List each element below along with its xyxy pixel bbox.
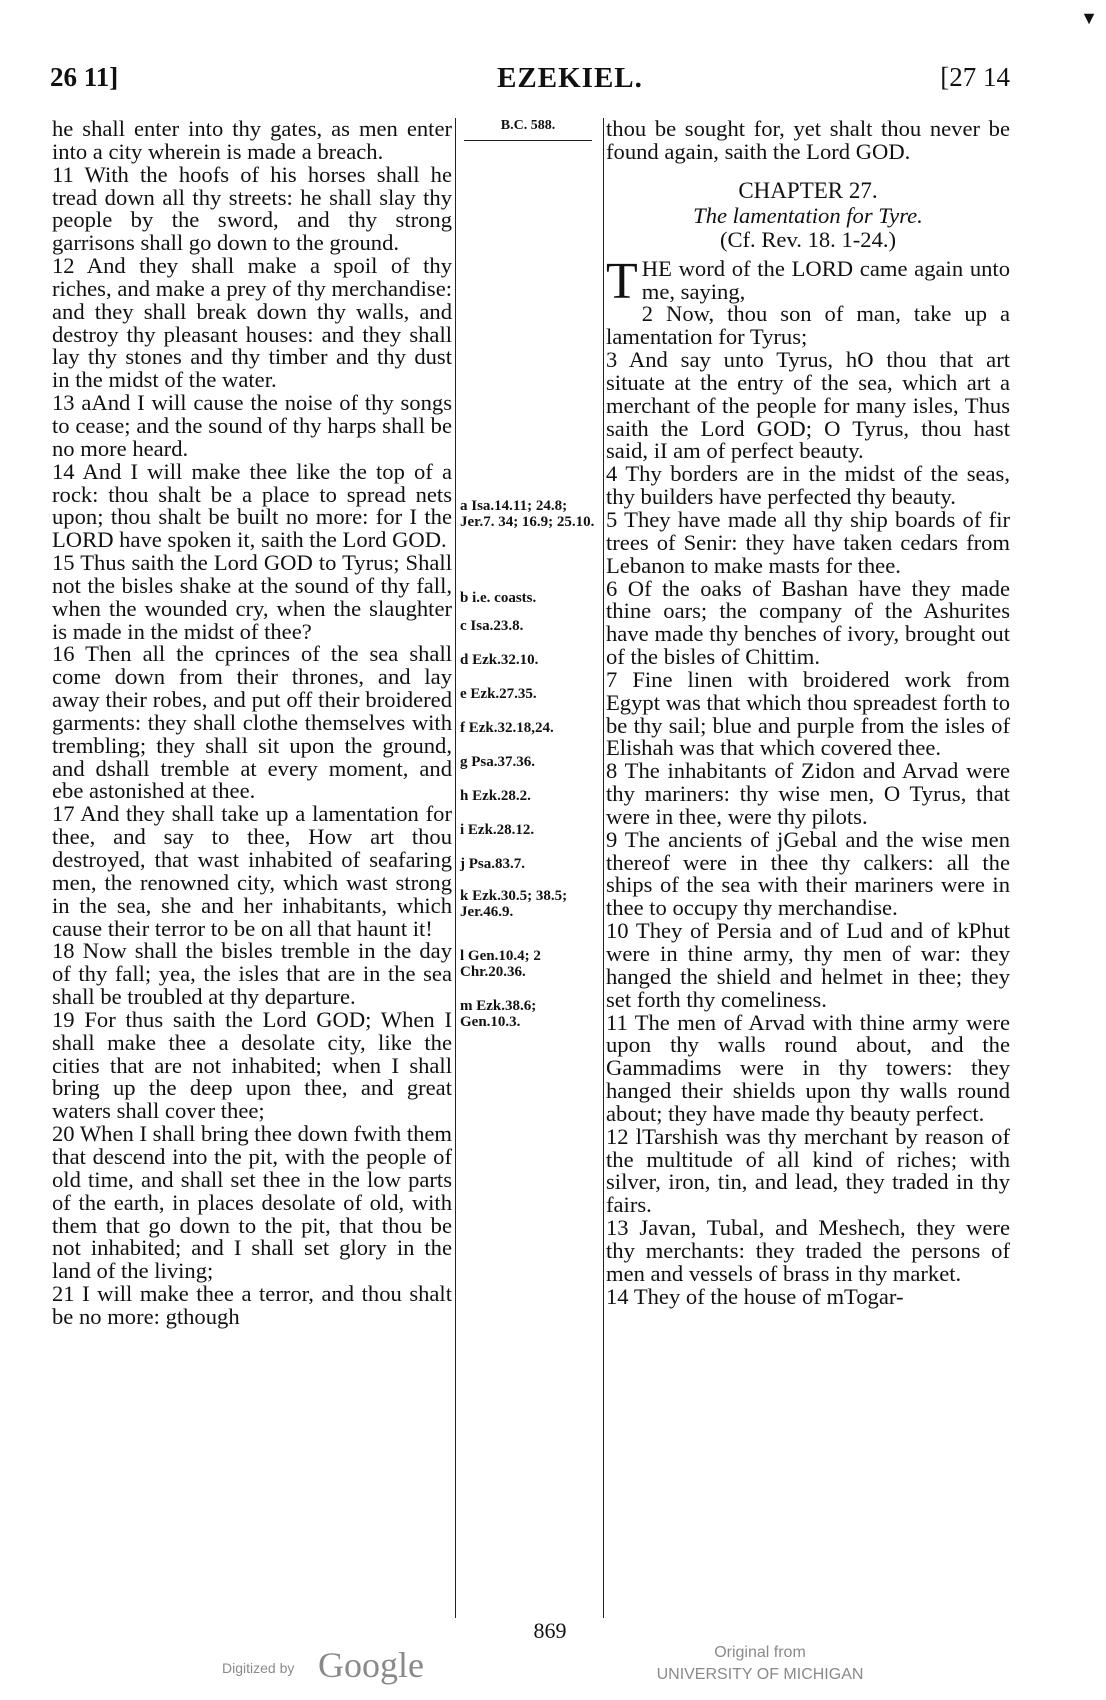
reference-note: g Psa.37.36. <box>460 754 535 770</box>
verse: 10 They of Persia and of Lud and of kPhut were in thine army, thy men of war: they hanged the shield and helmet in thee; they set forth thy comeliness. <box>606 918 1010 1012</box>
verse: 12 And they shall make a spoil of thy riches, and make a prey of thy merchandise: and they shall break down thy walls, and destroy thy pleasant houses: and they shall lay thy stones and thy timber and thy dust in the midst of the water. <box>52 253 452 393</box>
reference-note: b i.e. coasts. <box>460 590 537 606</box>
verse: 13 Javan, Tubal, and Meshech, they were thy merchants: they traded the persons of men and vessels of brass in thy market. <box>606 1215 1010 1286</box>
verse: 15 Thus saith the Lord GOD to Tyrus; Shall not the bisles shake at the sound of thy fall, when the wounded cry, when the slaughter is made in the midst of thee? <box>52 550 452 644</box>
right-column <box>606 118 1010 1309</box>
verse: 16 Then all the cprinces of the sea shall come down from their thrones, and lay away their robes, and put off their broidered garments: they shall clothe themselves with trembling; they shall sit upon the ground, and dshall tremble at every moment, and ebe astonished at thee. <box>52 641 452 804</box>
verse: 20 When I shall bring thee down fwith them that descend into the pit, with the people of old time, and shall set thee in the low parts of the earth, in places desolate of old, with them that go down to the pit, that thou be not inhabited; and I shall set glory in the land of the living; <box>52 1121 452 1284</box>
verse: 4 Thy borders are in the midst of the seas, thy builders have perfected thy beauty. <box>606 461 1010 510</box>
verse: 14 They of the house of mTogar- <box>606 1283 904 1309</box>
verse-first <box>606 252 1010 310</box>
verse: 12 lTarshish was thy merchant by reason of the multitude of all kind of riches; with silver, iron, tin, and lead, they traded in thy fairs. <box>606 1123 1010 1218</box>
verse: thou be sought for, yet shalt thou never be found again, saith the Lord GOD. <box>606 116 1010 164</box>
digitized-by-label: Digitized by <box>222 1660 295 1676</box>
reference-note: i Ezk.28.12. <box>460 822 535 838</box>
header-left-reference: 26 11] <box>50 62 119 92</box>
date-marker: B.C. 588. <box>464 118 592 141</box>
verse: he shall enter into thy gates, as men enter into a city wherein is made a breach. <box>52 116 452 164</box>
reference-note: l Gen.10.4; 2 Chr.20.36. <box>460 948 541 980</box>
verse: 3 And say unto Tyrus, hO thou that art situate at the entry of the sea, which art a merchant of the people for many isles, Thus saith the Lord GOD; O Tyrus, thou hast said, iI am of perfect beauty. <box>606 347 1010 464</box>
chapter-cross-reference: (Cf. Rev. 18. 1-24.) <box>719 226 897 252</box>
verse: 21 I will make thee a terror, and thou shalt be no more: gthough <box>52 1281 452 1329</box>
verse-text: HE word of the LORD came again unto me, saying, <box>641 255 1010 304</box>
reference-note: d Ezk.32.10. <box>460 652 539 668</box>
verse: 13 aAnd I will cause the noise of thy songs to cease; and the sound of thy harps shall be no more heard. <box>52 390 452 461</box>
drop-cap: T <box>606 252 638 310</box>
verse: 17 And they shall take up a lamentation for thee, and say to thee, How art thou destroyed, that wast inhabited of seafaring men, the renowned city, which wast strong in the sea, she and her inhabitants, which cause their terror to be on all that haunt it! <box>52 801 452 941</box>
chapter-title: CHAPTER 27. <box>738 177 878 203</box>
reference-note: c Isa.23.8. <box>460 618 524 634</box>
verse: 11 The men of Arvad with thine army were upon thy walls round about, and the Gammadims were in thy towers: they hanged their shields upon thy walls round about; they have made thy beauty perfect. <box>606 1009 1010 1126</box>
chapter-subtitle: The lamentation for Tyre. <box>693 202 923 228</box>
reference-note: k Ezk.30.5; 38.5; Jer.46.9. <box>460 888 568 920</box>
column-divider-right <box>603 118 604 1618</box>
header-book-title: EZEKIEL. <box>497 62 643 94</box>
source-watermark <box>630 1642 890 1686</box>
university-label: UNIVERSITY OF MICHIGAN <box>656 1666 864 1683</box>
verse: 5 They have made all thy ship boards of fir trees of Senir: they have taken cedars from Lebanon to make masts for thee. <box>606 506 1010 578</box>
reference-note: f Ezk.32.18,24. <box>460 720 554 736</box>
verse: 6 Of the oaks of Bashan have they made thine oars; the company of the Ashurites have made thy benches of ivory, brought out of the bisles of Chittim. <box>606 575 1010 670</box>
column-divider-left <box>455 118 456 1618</box>
verse: 19 For thus saith the Lord GOD; When I shall make thee a desolate city, like the cities that are not inhabited; when I shall bring up the deep upon thee, and great waters shall cover thee; <box>52 1006 452 1124</box>
header-right-reference: [27 14 <box>940 62 1010 92</box>
corner-mark-icon: ▼ <box>1080 8 1098 28</box>
verse: 9 The ancients of jGebal and the wise men thereof were in thee thy calkers: all the ships of the sea with their mariners were in thee to occupy thy merchandise. <box>606 826 1010 921</box>
marginal-references <box>460 118 600 1030</box>
left-column <box>52 118 452 1329</box>
page-header <box>50 62 1010 102</box>
verse: 8 The inhabitants of Zidon and Arvad were thy mariners: thy wise men, O Tyrus, that were in thee, were thy pilots. <box>606 758 1010 829</box>
verse: 11 With the hoofs of his horses shall he tread down all thy streets: he shall slay thy people by the sword, and thy strong garrisons shall go down to the ground. <box>52 161 452 256</box>
reference-note: a Isa.14.11; 24.8; Jer.7. 34; 16.9; 25.10. <box>460 498 595 530</box>
verse: 2 Now, thou son of man, take up a lamentation for Tyrus; <box>606 301 1010 350</box>
reference-note: e Ezk.27.35. <box>460 686 537 702</box>
page-number: 869 <box>533 1618 567 1643</box>
reference-note: m Ezk.38.6; Gen.10.3. <box>460 998 537 1030</box>
google-logo: Google <box>318 1645 424 1685</box>
verse: 7 Fine linen with broidered work from Egypt was that which thou spreadest forth to be thy sail; blue and purple from the isles of Elishah was that which covered thee. <box>606 666 1010 761</box>
reference-note: j Psa.83.7. <box>460 856 525 872</box>
verse: 14 And I will make thee like the top of a rock: thou shalt be a place to spread nets upon; thou shalt be built no more: for I the LORD have spoken it, saith the Lord GOD. <box>52 458 452 553</box>
verse: 18 Now shall the bisles tremble in the day of thy fall; yea, the isles that are in the sea shall be troubled at thy departure. <box>52 938 452 1010</box>
original-from-label: Original from <box>714 1644 806 1661</box>
reference-note: h Ezk.28.2. <box>460 788 531 804</box>
